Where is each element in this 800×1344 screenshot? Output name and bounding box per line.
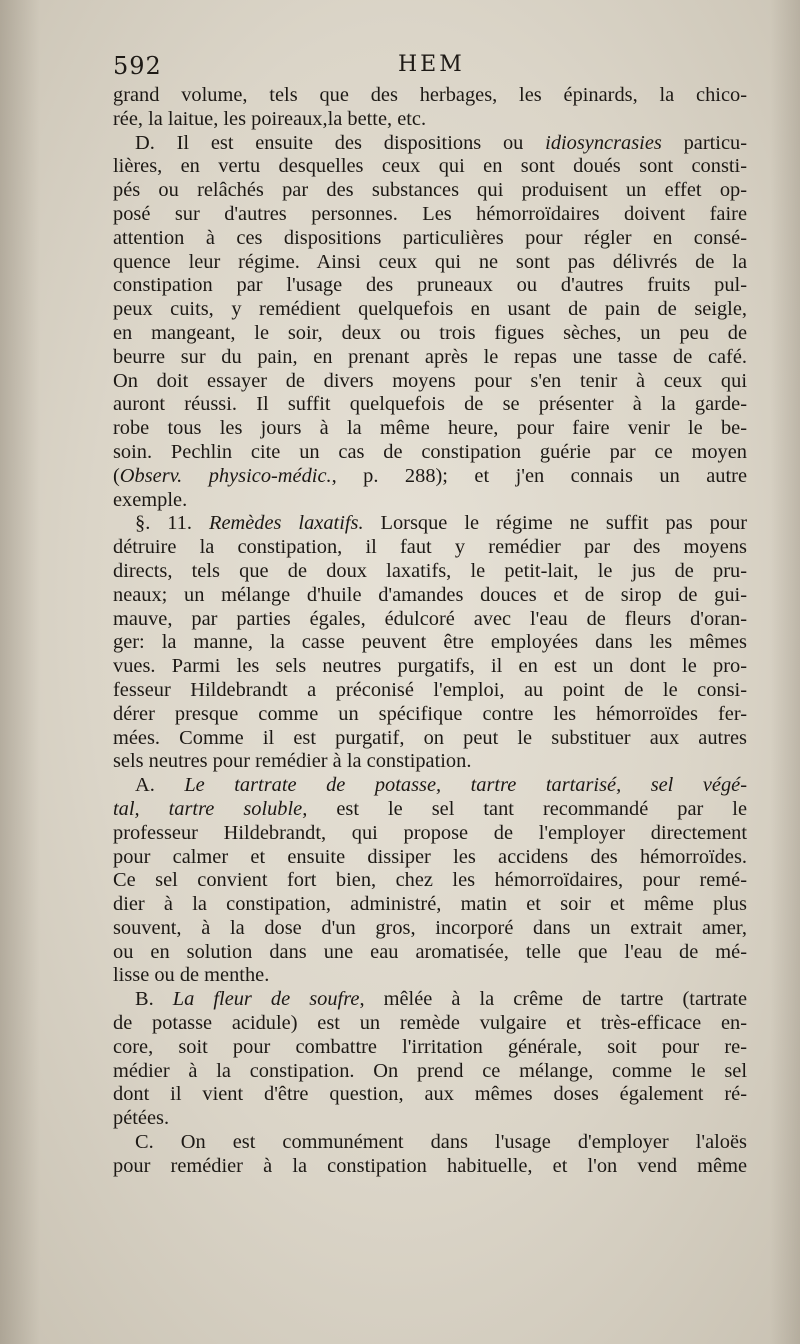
text-segment: exemple. <box>113 488 188 511</box>
text-segment: médier à la constipation. On prend ce mélange, comme le sel <box>113 1059 747 1082</box>
text-segment: A. <box>135 774 185 797</box>
text-line <box>113 251 747 275</box>
text-segment: beurre sur du pain, en prenant après le repas une tasse de café. <box>113 345 747 368</box>
text-line <box>113 608 747 632</box>
text-segment: C. On est communément dans l'usage d'employer l'aloës <box>135 1131 747 1154</box>
italic-text: idiosyncrasies <box>545 131 662 154</box>
text-segment: en mangeant, le soir, deux ou trois figues sèches, un peu de <box>113 321 747 344</box>
text-segment: quence leur régime. Ainsi ceux qui ne sont pas délivrés de la <box>113 250 747 273</box>
text-line <box>113 512 747 536</box>
text-line <box>113 393 747 417</box>
text-line <box>113 1060 747 1084</box>
text-segment: , mêlée à la crême de tartre (tartrate <box>359 988 748 1011</box>
text-segment: détruire la constipation, il faut y remédier par des moyens <box>113 536 747 559</box>
page-number: 592 <box>113 52 162 80</box>
text-line <box>113 631 747 655</box>
text-segment: On doit essayer de divers moyens pour s'en tenir à ceux qui <box>113 369 747 392</box>
text-line <box>113 84 747 108</box>
italic-text: Remèdes laxatifs. <box>208 512 364 535</box>
text-segment: souvent, à la dose d'un gros, incorporé dans un extrait amer, <box>113 916 747 939</box>
text-segment: attention à ces dispositions particulières pour régler en consé- <box>113 226 747 249</box>
text-line <box>113 750 747 774</box>
text-segment: constipation par l'usage des pruneaux ou d'autres fruits pul- <box>113 274 747 297</box>
text-line <box>113 869 747 893</box>
text-line <box>113 370 747 394</box>
text-line <box>113 274 747 298</box>
italic-text: tal, tartre soluble, <box>113 797 308 820</box>
text-line <box>113 703 747 727</box>
text-segment: §. 11. <box>135 512 209 535</box>
text-line <box>113 417 747 441</box>
text-segment: grand volume, tels que des herbages, les épinards, la chico- <box>113 84 747 106</box>
text-segment: lières, en vertu desquelles ceux qui en sont doués sont consti- <box>113 155 747 178</box>
text-segment: , p. 288); et j'en connais un autre <box>331 464 747 487</box>
body-text <box>113 84 747 1179</box>
text-line <box>113 774 747 798</box>
text-segment: B. <box>135 988 173 1011</box>
text-line <box>113 727 747 751</box>
text-line <box>113 822 747 846</box>
text-line <box>113 941 747 965</box>
text-segment: peux cuits, y remédient quelquefois en usant de pain de seigle, <box>113 298 747 321</box>
text-segment: dier à la constipation, administré, matin et soir et même plus <box>113 893 747 916</box>
text-segment: Ce sel convient fort bien, chez les hémorroïdaires, pour remé- <box>113 869 747 892</box>
running-title: HEM <box>398 52 465 77</box>
text-line <box>113 1083 747 1107</box>
text-line <box>113 846 747 870</box>
text-segment: rée, la laitue, les poireaux,la bette, etc. <box>113 107 427 130</box>
text-line <box>113 560 747 584</box>
italic-text: Le tartrate de potasse, tartre tartarisé, sel végé- <box>184 774 747 797</box>
text-segment: posé sur d'autres personnes. Les hémorroïdaires doivent faire <box>113 202 747 225</box>
text-segment: ou en solution dans une eau aromatisée, telle que l'eau de mé- <box>113 940 747 963</box>
text-segment: de potasse acidule) est un remède vulgaire et très-efficace en- <box>113 1012 747 1035</box>
text-line <box>113 346 747 370</box>
text-line <box>113 108 747 132</box>
text-segment: Lorsque le régime ne suffit pas pour <box>363 512 747 535</box>
italic-text: La fleur de soufre <box>172 988 360 1011</box>
italic-text: Observ. physico-médic. <box>119 464 332 487</box>
text-line <box>113 465 747 489</box>
text-segment: vues. Parmi les sels neutres purgatifs, il en est un dont le pro- <box>113 655 747 678</box>
text-line <box>113 964 747 988</box>
text-segment: neaux; un mélange d'huile d'amandes douces et de sirop de gui- <box>113 583 747 606</box>
text-segment: ger: la manne, la casse peuvent être employées dans les mêmes <box>113 631 747 654</box>
text-segment: pés ou relâchés par des substances qui produisent un effet op- <box>113 179 747 202</box>
text-line <box>113 655 747 679</box>
text-segment: ( <box>113 464 120 487</box>
text-line <box>113 917 747 941</box>
text-line <box>113 1012 747 1036</box>
text-line <box>113 489 747 513</box>
text-segment: pour calmer et ensuite dissiper les accidens des hémorroïdes. <box>113 845 747 868</box>
text-line <box>113 798 747 822</box>
text-segment: lisse ou de menthe. <box>113 964 270 987</box>
text-segment: fesseur Hildebrandt a préconisé l'emploi, au point de le consi- <box>113 678 747 701</box>
text-segment: dont il vient d'être question, aux mêmes doses également ré- <box>113 1083 747 1106</box>
text-segment: directs, tels que de doux laxatifs, le petit-lait, le jus de pru- <box>113 559 747 582</box>
text-line <box>113 536 747 560</box>
text-line <box>113 132 747 156</box>
text-line <box>113 584 747 608</box>
text-line <box>113 988 747 1012</box>
text-segment: mauve, par parties égales, édulcoré avec l'eau de fleurs d'oran- <box>113 607 747 630</box>
text-segment: dérer presque comme un spécifique contre les hémorroïdes fer- <box>113 702 747 725</box>
text-segment: pétées. <box>113 1107 170 1130</box>
text-segment: mées. Comme il est purgatif, on peut le substituer aux autres <box>113 726 747 749</box>
text-line <box>113 441 747 465</box>
running-head <box>113 52 747 82</box>
text-segment: core, soit pour combattre l'irritation générale, soit pour re- <box>113 1035 747 1058</box>
text-segment: est le sel tant recommandé par le <box>307 797 747 820</box>
text-line <box>113 679 747 703</box>
text-line <box>113 227 747 251</box>
text-line <box>113 203 747 227</box>
text-segment: pour remédier à la constipation habituelle, et l'on vend même <box>113 1154 747 1177</box>
text-line <box>113 322 747 346</box>
text-line <box>113 155 747 179</box>
text-segment: soin. Pechlin cite un cas de constipation guérie par ce moyen <box>113 440 747 463</box>
text-line <box>113 1036 747 1060</box>
text-segment: auront réussi. Il suffit quelquefois de se présenter à la garde- <box>113 393 747 416</box>
edge-shadow <box>770 0 800 1344</box>
text-line <box>113 1131 747 1155</box>
text-line <box>113 1107 747 1131</box>
text-segment: particu- <box>661 131 748 154</box>
text-segment: robe tous les jours à la même heure, pour faire venir le be- <box>113 417 747 440</box>
gutter-shadow <box>0 0 40 1344</box>
text-line <box>113 179 747 203</box>
text-segment: professeur Hildebrandt, qui propose de l'employer directement <box>113 821 747 844</box>
text-segment: sels neutres pour remédier à la constipation. <box>113 750 472 773</box>
text-line <box>113 1155 747 1179</box>
text-line <box>113 298 747 322</box>
text-line <box>113 893 747 917</box>
text-segment: D. Il est ensuite des dispositions ou <box>135 131 546 154</box>
